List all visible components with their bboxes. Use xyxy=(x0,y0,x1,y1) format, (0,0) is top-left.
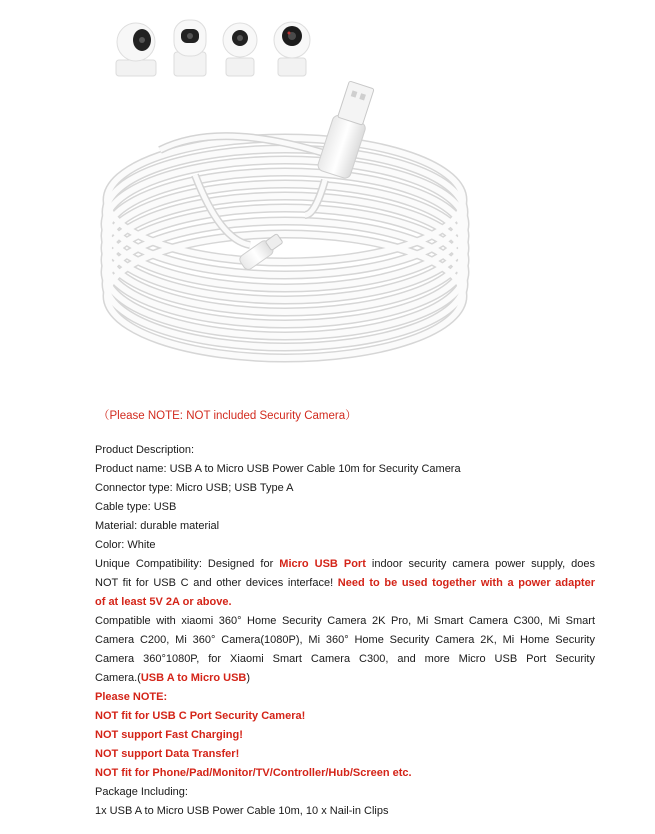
cable-coil-image xyxy=(100,80,470,395)
camera-not-included-note: （Please NOTE: NOT included Security Camera） xyxy=(98,410,357,422)
compatible-models-4 xyxy=(95,669,595,688)
camera-image-2 xyxy=(168,16,212,78)
color: Color: White xyxy=(95,539,156,551)
description-heading: Product Description: xyxy=(95,444,195,456)
material: Material: durable material xyxy=(95,520,220,532)
connector-type: Connector type: Micro USB; USB Type A xyxy=(95,482,294,494)
power-adapter-warning: Need to be used together with a power adapter xyxy=(337,577,595,589)
power-adapter-requirement: of at least 5V 2A or above. xyxy=(95,596,232,608)
note-data-transfer: NOT support Data Transfer! xyxy=(95,748,240,760)
usb-a-to-micro-highlight: USB A to Micro USB xyxy=(140,672,247,684)
compatible-models-2: Camera C200, Mi 360° Camera(1080P), Mi 360° Home Security Camera 2K, Mi Home Security xyxy=(95,634,595,646)
compatible-models-1: Compatible with xiaomi 360° Home Security Camera 2K Pro, Mi Smart Camera C300, Mi Smart xyxy=(95,615,595,627)
package-contents: 1x USB A to Micro USB Power Cable 10m, 10 x Nail-in Clips xyxy=(95,805,389,817)
note-devices: NOT fit for Phone/Pad/Monitor/TV/Controller/Hub/Screen etc. xyxy=(95,767,412,779)
cable-type: Cable type: USB xyxy=(95,501,177,513)
camera-image-3 xyxy=(218,16,262,78)
compatibility-line-2 xyxy=(95,574,595,593)
camera-image-1 xyxy=(112,16,160,78)
product-name: Product name: USB A to Micro USB Power Cable 10m for Security Camera xyxy=(95,463,461,475)
note-fast-charging: NOT support Fast Charging! xyxy=(95,729,243,741)
closing-paren: ) xyxy=(246,672,251,684)
camera-image-4 xyxy=(270,16,314,78)
compat-text: Unique Compatibility: Designed for xyxy=(95,558,280,570)
please-note-heading: Please NOTE: xyxy=(95,691,168,703)
compat-text-2: indoor security camera power supply, does xyxy=(365,558,596,570)
micro-usb-port-highlight: Micro USB Port xyxy=(279,558,366,570)
note-usbc: NOT fit for USB C Port Security Camera! xyxy=(95,710,306,722)
product-description xyxy=(95,441,595,821)
camera-text: Camera.( xyxy=(95,672,141,684)
package-heading: Package Including: xyxy=(95,786,188,798)
usbc-warning-text: NOT fit for USB C and other devices interface! xyxy=(95,577,338,589)
compatibility-line-1 xyxy=(95,555,595,574)
compatible-models-3: Camera 360°1080P, for Xiaomi Smart Camera C300, and more Micro USB Port Security xyxy=(95,653,595,665)
